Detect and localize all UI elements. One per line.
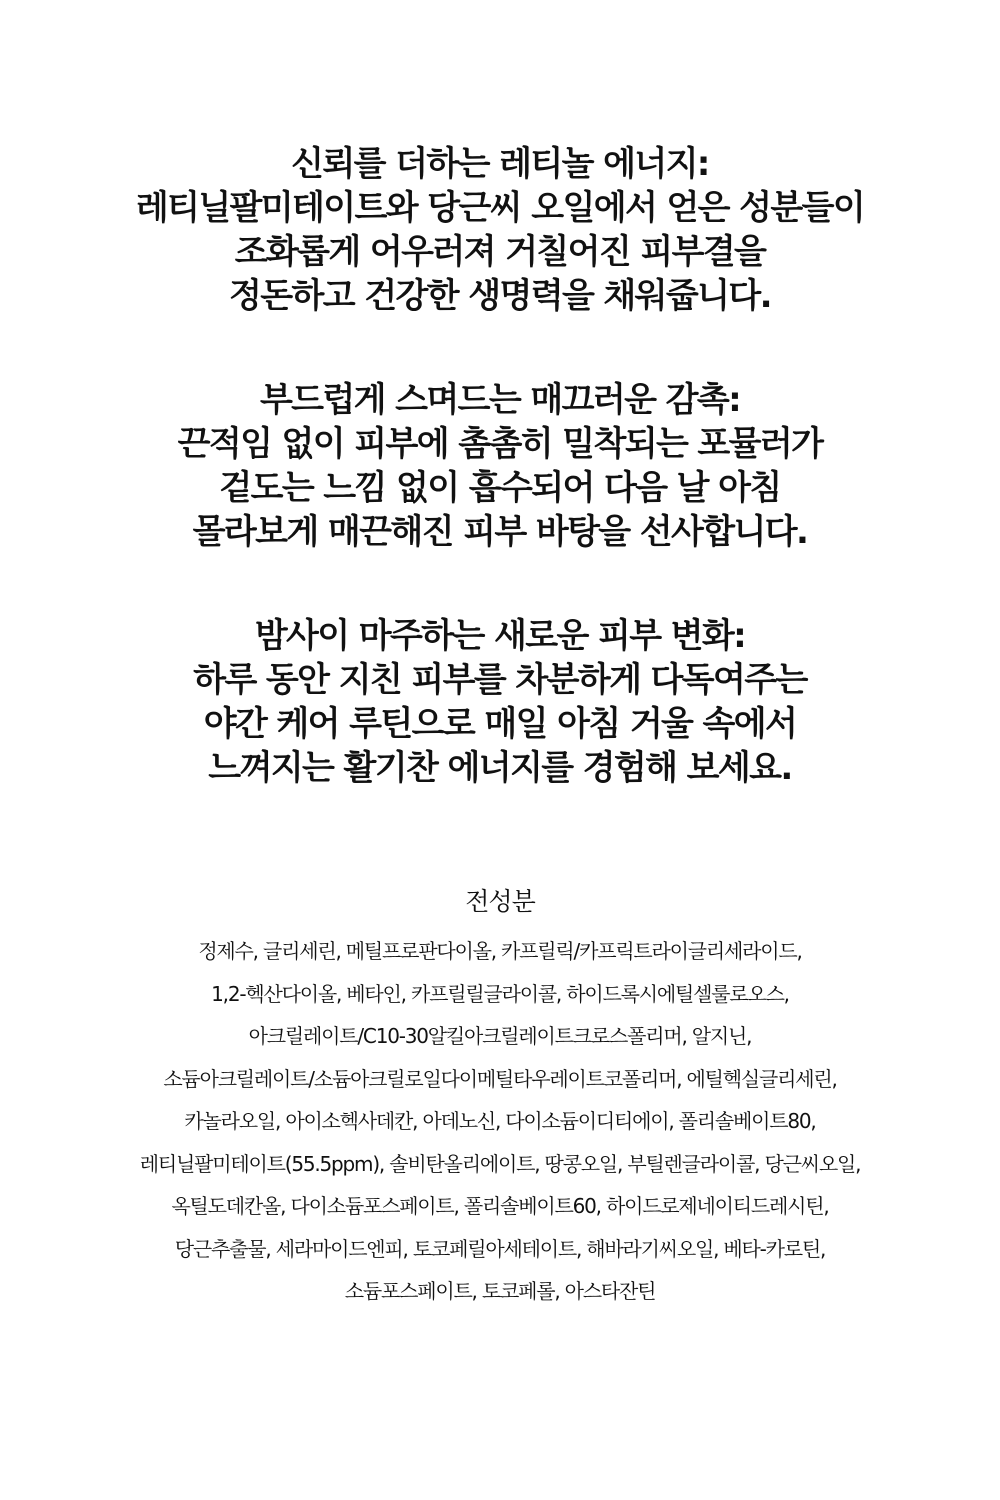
ingredients-line: 카놀라오일, 아이소헥사데칸, 아데노신, 다이소듐이디티에이, 폴리솔베이트80, [184,1109,816,1133]
paragraph-line: 겉도는 느낌 없이 흡수되어 다음 날 아침 [219,468,781,508]
paragraph-line: 몰라보게 매끈해진 피부 바탕을 선사합니다. [192,512,808,552]
paragraph-heading: 밤사이 마주하는 새로운 피부 변화: [254,616,746,656]
paragraph-line: 느껴지는 활기찬 에너지를 경험해 보세요. [208,748,792,788]
paragraph-line: 하루 동안 지친 피부를 차분하게 다독여주는 [193,660,807,700]
ingredients-line: 1,2-헥산다이올, 베타인, 카프릴릴글라이콜, 하이드록시에틸셀룰로오스, [211,981,789,1006]
ingredients-section [40,882,960,1313]
paragraph-heading: 부드럽게 스며드는 매끄러운 감촉: [259,380,741,420]
paragraph-heading: 신뢰를 더하는 레티놀 에너지: [291,144,709,184]
paragraph-line: 야간 케어 루틴으로 매일 아침 거울 속에서 [203,704,797,744]
description-paragraph-texture [40,378,960,554]
description-paragraph-night-care [40,614,960,790]
ingredients-line: 정제수, 글리세린, 메틸프로판다이올, 카프릴릭/카프릭트라이글리세라이드, [198,939,802,963]
ingredients-line: 소듐포스페이트, 토코페롤, 아스타잔틴 [344,1279,656,1303]
ingredients-line: 아크릴레이트/C10-30알킬아크릴레이트크로스폴리머, 알지닌, [248,1024,752,1048]
ingredients-line: 옥틸도데칸올, 다이소듐포스페이트, 폴리솔베이트60, 하이드로제네이티드레시틴, [171,1194,829,1218]
description-section [40,142,960,790]
description-paragraph-retinol [40,142,960,318]
ingredients-title: 전성분 [465,887,535,916]
paragraph-line: 조화롭게 어우러져 거칠어진 피부결을 [234,232,766,272]
paragraph-line: 정돈하고 건강한 생명력을 채워줍니다. [229,276,771,316]
ingredients-line: 레티닐팔미테이트(55.5ppm), 솔비탄올리에이트, 땅콩오일, 부틸렌글라이콜, 당근씨오일, [139,1151,861,1176]
ingredients-line: 당근추출물, 세라마이드엔피, 토코페릴아세테이트, 해바라기씨오일, 베타-카로틴, [174,1236,826,1261]
ingredients-line: 소듐아크릴레이트/소듐아크릴로일다이메틸타우레이트코폴리머, 에틸헥실글리세린, [163,1066,837,1091]
paragraph-line: 끈적임 없이 피부에 촘촘히 밀착되는 포뮬러가 [177,424,823,464]
paragraph-line: 레티닐팔미테이트와 당근씨 오일에서 얻은 성분들이 [135,188,865,228]
